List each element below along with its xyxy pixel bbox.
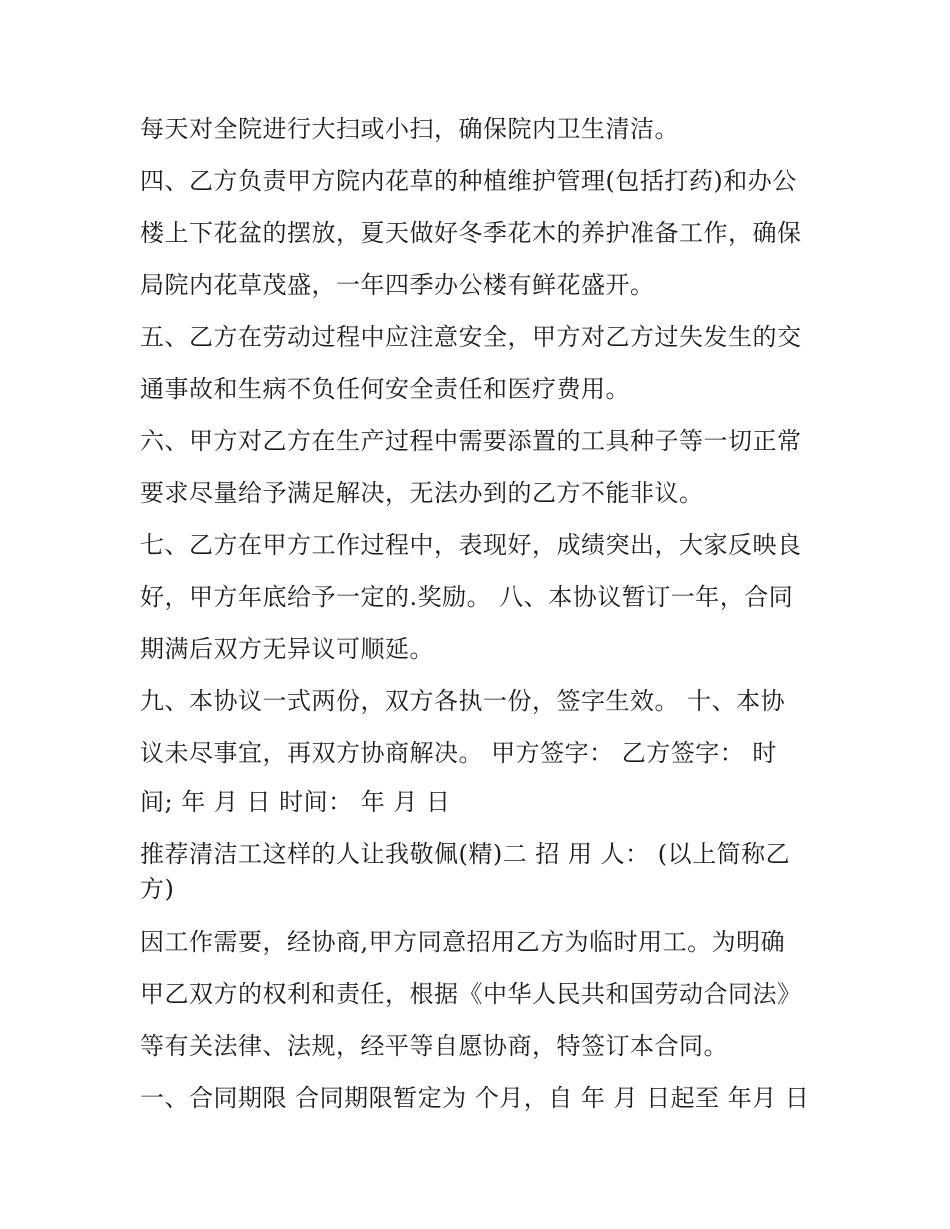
text-line: 每天对全院进行大扫或小扫，确保院内卫生清洁。 xyxy=(140,115,679,143)
text-line: 五、乙方在劳动过程中应注意安全，甲方对乙方过失发生的交 xyxy=(140,323,802,351)
text-line: 方) xyxy=(140,875,175,903)
text-line: 甲乙双方的权利和责任，根据《中华人民共和国劳动合同法》 xyxy=(140,980,802,1008)
text-line: 间; 年 月 日 时间： 年 月 日 xyxy=(140,788,451,816)
text-line: 六、甲方对乙方在生产过程中需要添置的工具种子等一切正常 xyxy=(140,427,802,455)
text-line: 等有关法律、法规，经平等自愿协商，特签订本合同。 xyxy=(140,1032,728,1060)
text-line: 推荐清洁工这样的人让我敬佩(精)二 招 用 人： (以上简称乙 xyxy=(140,840,791,868)
text-line: 要求尽量给予满足解决，无法办到的乙方不能非议。 xyxy=(140,479,704,507)
text-line: 四、乙方负责甲方院内花草的种植维护管理(包括打药)和办公 xyxy=(140,167,797,195)
text-line: 因工作需要，经协商,甲方同意招用乙方为临时用工。为明确 xyxy=(140,928,786,956)
text-line: 七、乙方在甲方工作过程中，表现好，成绩突出，大家反映良 xyxy=(140,531,802,559)
text-line: 议未尽事宜，再双方协商解决。 甲方签字： 乙方签字： 时 xyxy=(140,739,777,767)
text-line: 期满后双方无异议可顺延。 xyxy=(140,635,434,663)
text-line: 通事故和生病不负任何安全责任和医疗费用。 xyxy=(140,375,630,403)
text-line: 一、合同期限 合同期限暂定为 个月，自 年 月 日起至 年月 日 xyxy=(140,1084,810,1112)
text-line: 好，甲方年底给予一定的.奖励。 八、本协议暂订一年，合同 xyxy=(140,583,794,611)
text-line: 九、本协议一式两份，双方各执一份，签字生效。 十、本协 xyxy=(140,687,786,715)
text-line: 楼上下花盆的摆放，夏天做好冬季花木的养护准备工作，确保 xyxy=(140,219,802,247)
text-line: 局院内花草茂盛，一年四季办公楼有鲜花盛开。 xyxy=(140,271,655,299)
